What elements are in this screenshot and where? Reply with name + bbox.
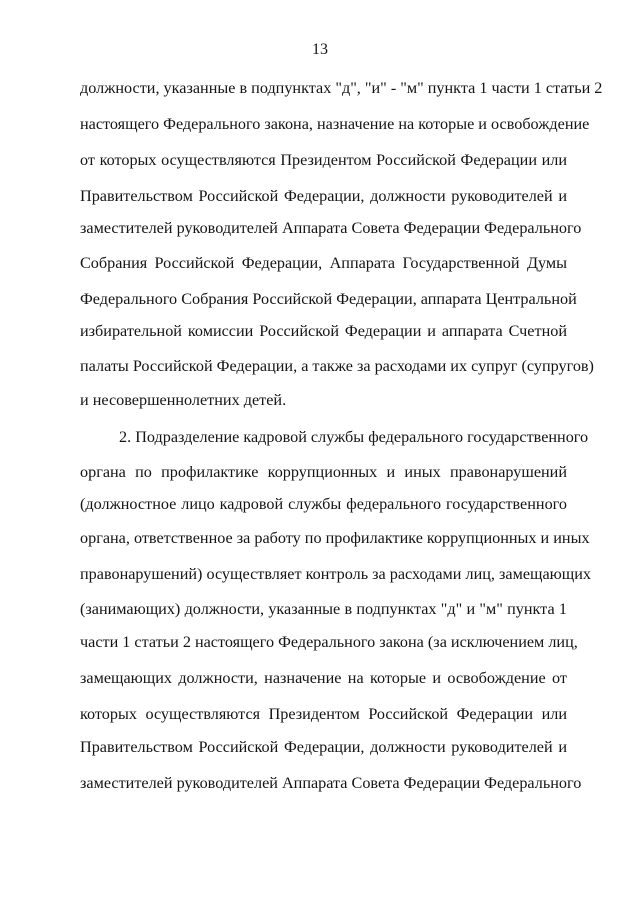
text-line: должности, указанные в подпунктах "д", "и" - "м" пункта 1 части 1 статьи 2 xyxy=(80,79,603,97)
text-line: заместителей руководителей Аппарата Совета Федерации Федерального xyxy=(80,774,582,792)
text-line: избирательной комиссии Российской Федерации и аппарата Счетной xyxy=(80,322,567,340)
text-line: части 1 статьи 2 настоящего Федерального закона (за исключением лиц, xyxy=(80,633,578,651)
text-line: 2. Подразделение кадровой службы федерального государственного xyxy=(119,428,589,446)
text-line: от которых осуществляются Президентом Российской Федерации или xyxy=(80,151,567,169)
text-line: Правительством Российской Федерации, должности руководителей и xyxy=(80,187,567,205)
text-line: правонарушений) осуществляет контроль за расходами лиц, замещающих xyxy=(80,565,591,583)
text-line: которых осуществляются Президентом Российской Федерации или xyxy=(80,705,567,723)
text-line: настоящего Федерального закона, назначение на которые и освобождение xyxy=(80,115,590,133)
text-line: палаты Российской Федерации, а также за расходами их супруг (супругов) xyxy=(80,357,594,375)
text-line: замещающих должности, назначение на которые и освобождение от xyxy=(80,669,567,687)
text-line: (занимающих) должности, указанные в подпунктах "д" и "м" пункта 1 xyxy=(80,600,567,618)
page-number: 13 xyxy=(312,41,328,58)
text-line: Собрания Российской Федерации, Аппарата Государственной Думы xyxy=(80,254,567,272)
text-line: и несовершеннолетних детей. xyxy=(80,391,287,409)
text-line: (должностное лицо кадровой службы федерального государственного xyxy=(80,495,567,513)
text-line: органа, ответственное за работу по профилактике коррупционных и иных xyxy=(80,529,590,547)
text-line: Правительством Российской Федерации, должности руководителей и xyxy=(80,738,567,756)
text-line: Федерального Собрания Российской Федерации, аппарата Центральной xyxy=(80,290,577,308)
text-line: органа по профилактике коррупционных и иных правонарушений xyxy=(80,463,567,481)
text-line: заместителей руководителей Аппарата Совета Федерации Федерального xyxy=(80,219,582,237)
